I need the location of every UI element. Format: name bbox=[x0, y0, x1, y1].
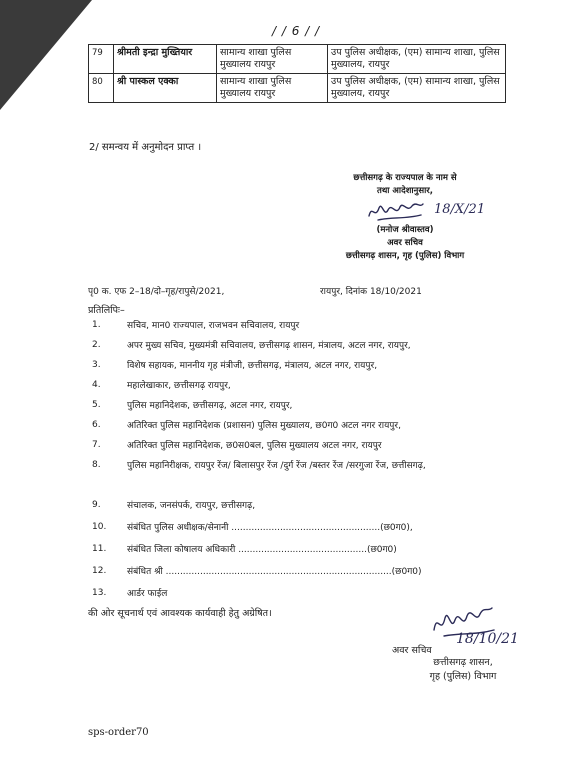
signature-date: 18/10/21 bbox=[456, 631, 519, 647]
approval-note: 2/ समन्वय में अनुमोदन प्राप्त । bbox=[89, 142, 202, 153]
scan-shadow bbox=[0, 0, 92, 110]
bottom-signature-block bbox=[388, 631, 538, 684]
copy-label: प्रतिलिपिः– bbox=[88, 305, 125, 316]
order-line: तथा आदेशानुसार, bbox=[377, 186, 433, 196]
row-number: 80 bbox=[89, 74, 114, 103]
current-posting: सामान्य शाखा पुलिस मुख्यालय रायपुर bbox=[217, 74, 328, 103]
new-posting: उप पुलिस अधीक्षक, (एम) सामान्य शाखा, पुलिस मुख्यालय, रायपुर bbox=[328, 74, 506, 103]
governor-line: छत्तीसगढ़ के राज्यपाल के नाम से bbox=[353, 173, 457, 183]
new-posting: उप पुलिस अधीक्षक, (एम) सामान्य शाखा, पुलिस मुख्यालय, रायपुर bbox=[328, 45, 506, 74]
signature-date: 18/X/21 bbox=[434, 202, 486, 217]
page-number: / / 6 / / bbox=[272, 24, 321, 38]
footer-code: sps-order70 bbox=[88, 727, 149, 738]
place-date: रायपुर, दिनांक 18/10/2021 bbox=[320, 287, 422, 297]
order-signature-block bbox=[300, 172, 510, 263]
government-name: छत्तीसगढ़ शासन, bbox=[433, 657, 493, 668]
reference-number: पृ0 क. एफ 2–18/दो–गृह/रापुसे/2021, bbox=[88, 287, 225, 297]
row-number: 79 bbox=[89, 45, 114, 74]
posting-table bbox=[88, 44, 506, 103]
department-name: गृह (पुलिस) विभाग bbox=[429, 671, 497, 682]
current-posting: सामान्य शाखा पुलिस मुख्यालय रायपुर bbox=[217, 45, 328, 74]
closing-line: की ओर सूचनार्थ एवं आवश्यक कार्यवाही हेतु अग्रेषित। bbox=[88, 608, 272, 619]
table-row bbox=[89, 45, 506, 74]
signature bbox=[366, 198, 426, 229]
officer-designation: अवर सचिव bbox=[392, 645, 432, 656]
officer-name: श्री पास्कल एक्का bbox=[114, 74, 217, 103]
officer-name: (मनोज श्रीवास्तव) bbox=[376, 225, 434, 235]
officer-designation: अवर सचिव bbox=[387, 238, 423, 248]
department-name: छत्तीसगढ़ शासन, गृह (पुलिस) विभाग bbox=[345, 251, 465, 261]
officer-name: श्रीमती इन्द्रा मुख्तियार bbox=[114, 45, 217, 74]
table-row bbox=[89, 74, 506, 103]
signature-area bbox=[300, 198, 510, 224]
